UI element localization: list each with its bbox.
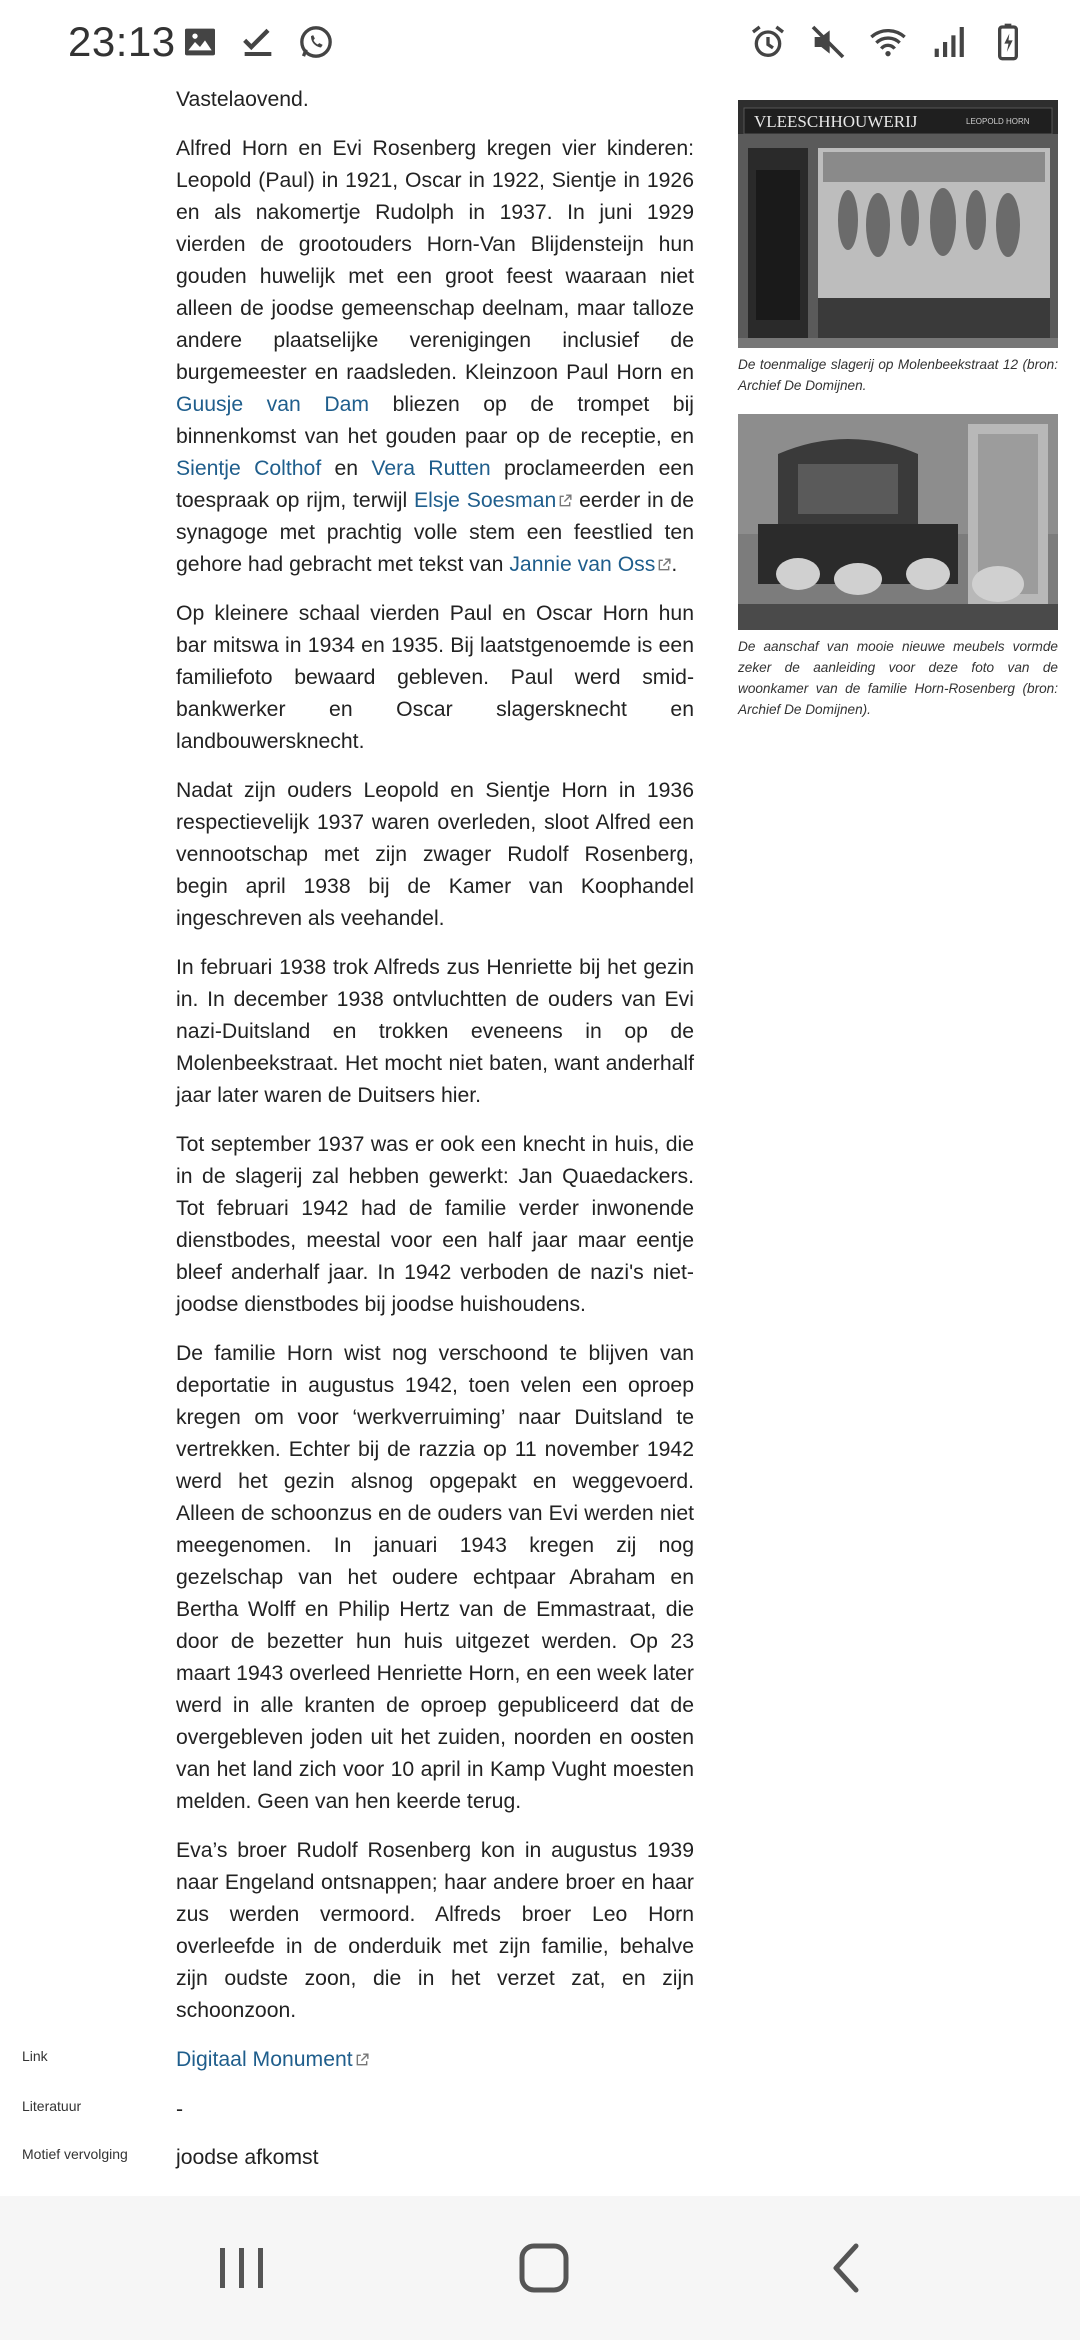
status-right-icons <box>748 22 1028 62</box>
paragraph-7: Eva’s broer Rudolf Rosenberg kon in augustus 1939 naar Engeland ontsnappen; haar andere broer en haar zus werden vermoord. Alfreds broer Leo Horn overleefde in de onderduik met zijn familie, behalve zijn oudste zoon, die in het verzet zat, en zijn schoonzoon. <box>176 1839 694 2022</box>
shop-sign-small: LEOPOLD HORN <box>966 117 1030 126</box>
paragraph-4: In februari 1938 trok Alfreds zus Henriette bij het gezin in. In december 1938 ontvluchtten de ouders van Evi nazi-Duitsland en trokken eveneens in op de Molenbeekstraat. Het mocht niet baten, want anderhalf jaar later waren de Duitsers hier. <box>176 956 694 1107</box>
external-link-icon <box>558 494 572 508</box>
recent-apps-icon[interactable] <box>210 2236 274 2300</box>
paragraph-5: Tot september 1937 was er ook een knecht in huis, die in de slagerij zal hebben gewerkt: Jan Quaedackers. Tot februari 1942 had de familie verder inwonende dienstbodes, meestal voor een half jaar maar eentje bleef anderhalf jaar. In 1942 verboden de nazi's niet-joodse dienstbodes bij joodse huishoudens. <box>176 1133 694 1316</box>
text-span: proclameerden een toespraak op rijm, terwijl <box>176 457 694 512</box>
living-room-photo[interactable] <box>738 414 1058 630</box>
link-label: Elsje Soesman <box>414 489 557 512</box>
figure-caption: De toenmalige slagerij op Molenbeekstraat 12 (bron: Archief De Domijnen. <box>738 357 1058 393</box>
shop-sign-text: VLEESCHHOUWERIJ <box>754 112 918 131</box>
digitaal-monument-link[interactable] <box>176 2048 369 2072</box>
home-icon[interactable] <box>512 2236 576 2300</box>
paragraph-1 <box>176 133 694 581</box>
battery-icon <box>988 22 1028 62</box>
paragraph-2: Op kleinere schaal vierden Paul en Oscar Horn hun bar mitswa in 1934 en 1935. Bij laatstgenoemde is een familiefoto bewaard gebleven. Paul werd smid-bankwerker en Oscar slagersknecht en landbouwersknecht. <box>176 602 694 753</box>
link-label: Digitaal Monument <box>176 2048 353 2071</box>
figure-butcher-shop <box>738 100 1058 396</box>
meta-label-literatuur: Literatuur <box>22 2098 82 2114</box>
paragraph-0: Vastelaovend. <box>176 88 309 111</box>
alarm-icon <box>748 22 788 62</box>
status-time: 23:13 <box>68 18 176 65</box>
link-guusje-van-dam[interactable]: Guusje van Dam <box>176 393 370 416</box>
figure-column <box>738 100 1058 720</box>
paragraph-3: Nadat zijn ouders Leopold en Sientje Horn in 1936 respectievelijk 1937 waren overleden, sloot Alfred een vennootschap met zijn zwager Rudolf Rosenberg, begin april 1938 bij de Kamer van Koophandel ingeschreven als veehandel. <box>176 779 694 930</box>
check-icon <box>238 22 278 62</box>
back-icon[interactable] <box>814 2236 878 2300</box>
butcher-shop-photo[interactable] <box>738 100 1058 348</box>
meta-value-motief: joodse afkomst <box>176 2146 319 2169</box>
whatsapp-icon <box>296 22 336 62</box>
figure-living-room <box>738 414 1058 720</box>
paragraph-6: De familie Horn wist nog verschoond te blijven van deportatie in augustus 1942, toen velen een oproep kregen om voor ‘werkverruiming’ naar Duitsland te vertrekken. Echter bij de razzia op 11 november 1942 werd het gezin alsnog opgepakt en weggevoerd. Alleen de schoonzus en de ouders van Evi werden niet meegenomen. In januari 1943 kregen zij nog gezelschap van het oudere echtpaar Abraham en Bertha Wolff en Philip Hertz van de Emmastraat, die door de bezetter hun huis uitgezet werden. Op 23 maart 1943 overleed Henriette Horn, en een week later werd in alle kranten de oproep gepubliceerd dat de overgebleven joden uit het zuiden, noorden en oosten van het land zich voor 10 april in Kamp Vught moesten melden. Geen van hen keerde terug. <box>176 1342 694 1813</box>
mute-icon <box>808 22 848 62</box>
text-span: Alfred Horn en Evi Rosenberg kregen vier kinderen: Leopold (Paul) in 1921, Oscar in 1922, Sientje in 1926 en als nakomertje Rudolph in 1937. In juni 1929 vierden de grootouders Horn-Van Blijdensteijn hun gouden huwelijk met een groot feest waaraan niet alleen de joodse gemeenschap deelnam, maar talloze andere plaatselijke verenigingen inclusief de burgemeester en raadsleden. Kleinzoon Paul Horn en <box>176 137 694 384</box>
gallery-icon <box>180 22 220 62</box>
external-link-icon <box>657 558 671 572</box>
article-body <box>176 84 694 2044</box>
link-sientje-colthof[interactable]: Sientje Colthof <box>176 457 322 480</box>
signal-icon <box>928 22 968 62</box>
text-span: eerder in de synagoge met prachtig volle stem een feestlied ten gehore had gebracht met tekst van <box>176 489 694 576</box>
text-span: bliezen op de trompet bij binnenkomst van het gouden paar op de receptie, en <box>176 393 694 448</box>
meta-label-link: Link <box>22 2048 48 2064</box>
status-left-icons <box>180 22 336 62</box>
link-jannie-van-oss[interactable] <box>509 553 671 576</box>
figure-caption: De aanschaf van mooie nieuwe meubels vormde zeker de aanleiding voor deze foto van de woonkamer van de familie Horn-Rosenberg (bron: Archief De Domijnen). <box>738 639 1058 717</box>
status-bar <box>0 0 1080 88</box>
text-span: en <box>321 457 372 480</box>
meta-value-literatuur: - <box>176 2098 184 2121</box>
external-link-icon <box>355 2053 369 2067</box>
wifi-icon <box>868 22 908 62</box>
text-span: . <box>671 553 678 576</box>
navigation-bar <box>0 2196 1080 2340</box>
link-vera-rutten[interactable]: Vera Rutten <box>371 457 491 480</box>
link-label: Jannie van Oss <box>509 553 656 576</box>
link-elsje-soesman[interactable] <box>414 489 572 512</box>
meta-label-motief: Motief vervolging <box>22 2146 128 2162</box>
